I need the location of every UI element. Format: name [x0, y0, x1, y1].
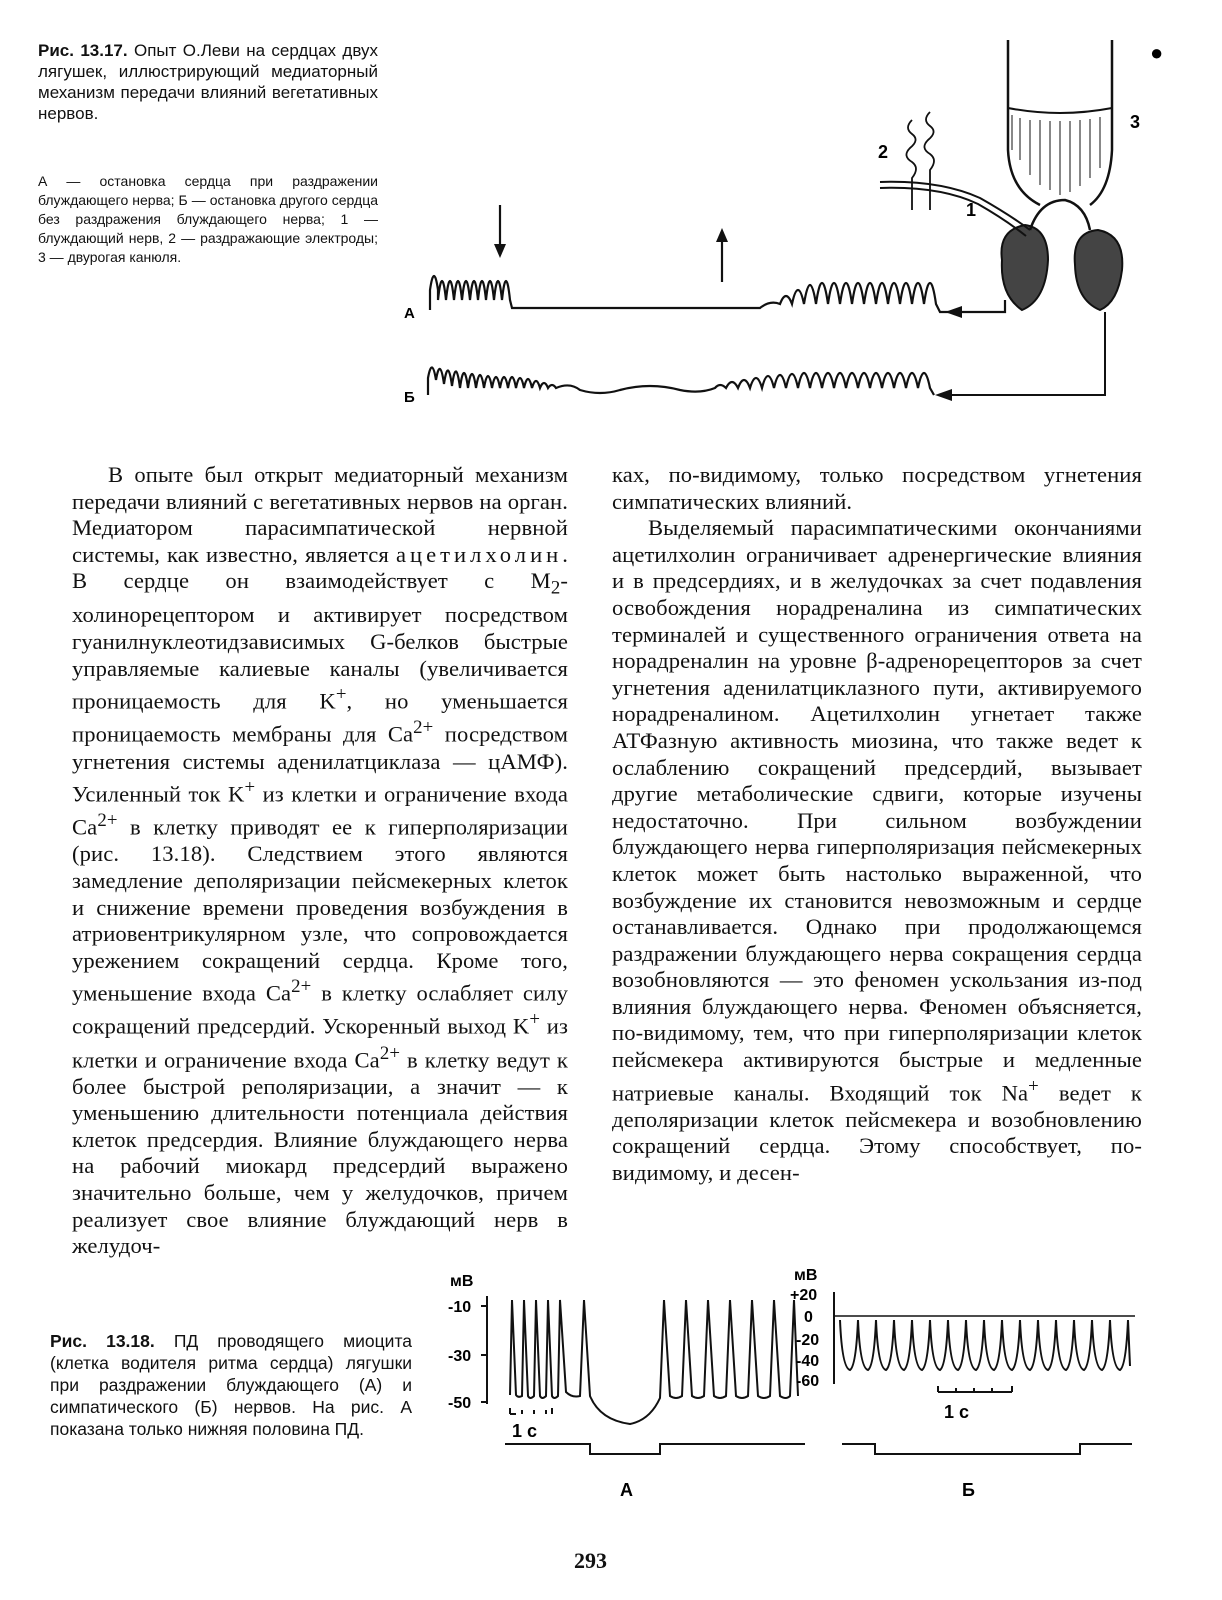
superscript: +	[244, 777, 256, 799]
panel-b	[790, 1267, 1135, 1500]
label-nerve: 1	[966, 200, 977, 220]
corner-mark: ●	[1150, 40, 1164, 65]
page-number: 293	[574, 1548, 607, 1573]
label-electrodes: 2	[878, 142, 889, 162]
text-run: В опыте был открыт медиаторный механизм передачи влияний с вегетативных нервов на орган. Медиатором парасимпатической нервной системы, как известно, является	[72, 462, 568, 567]
text-run: посредством угнетения системы аденилатциклаза — цАМФ). Усиленный ток K	[72, 721, 568, 807]
panel-b-trace	[840, 1320, 1130, 1370]
panel-b-tick: -20	[796, 1332, 820, 1349]
fig1318-label: Рис. 13.18.	[50, 1331, 155, 1351]
fig1317-legend: А — остановка сердца при раздражении блуждающего нерва; Б — остановка другого сердца без раздражения блуждающего нерва; 1 — блуждающий нерв, 2 — раздражающие электроды; 3 — двурогая канюля.	[38, 173, 378, 265]
panel-b-timebar: 1 с	[944, 1402, 970, 1422]
trace-b-label: Б	[404, 389, 415, 406]
panel-b-unit: мВ	[794, 1267, 818, 1284]
superscript: 2+	[291, 976, 312, 998]
panel-b-label: Б	[962, 1480, 975, 1500]
text-run: из клетки и ограничение входа Ca	[72, 1013, 569, 1073]
text-run: . В сердце он взаимодействует с M	[72, 541, 568, 594]
text-run-spaced: ацетилхолин	[395, 541, 563, 567]
fig1317-label: Рис. 13.17.	[38, 41, 128, 60]
text-run: в клетку ведут к более быстрой реполяризации, а значит — к уменьшению длительности потенциала действия клеток предсердия. Влияние блуждающего нерва на рабочий миокард предсердий выражено значительно больше, чем у желудочков, причем реализует свое влияние блуждающий нерв в желудоч-	[72, 1047, 568, 1259]
text-run: в клетку ослабляет силу сокращений предсердий. Ускоренный выход K	[72, 980, 568, 1039]
panel-a-unit: мВ	[450, 1273, 474, 1290]
panel-a-trace	[510, 1300, 798, 1424]
text-run: ведет к деполяризации клеток пейсмекера и возобновлению сокращений сердца. Этому способствует, по-видимому, и десен-	[612, 1080, 1142, 1185]
fig1318-text: ПД проводящего миоцита (клетка водителя ритма сердца) лягушки при раздражении блуждающего (А) и симпатического (Б) нервов. На рис. А показана только нижняя половина ПД.	[50, 1331, 412, 1439]
panel-a-tick: -10	[448, 1299, 472, 1316]
trace-a-label: А	[404, 305, 415, 322]
text-run: в клетку приводят ее к гиперполяризации (рис. 13.18). Следствием этого являются замедление деполяризации пейсмекерных клеток и снижение времени проведения возбуждения в атриовентрикулярном узле, что сопровождается урежением сокращений сердца. Кроме того, уменьшение входа Ca	[72, 814, 568, 1006]
panel-b-tick: +20	[790, 1287, 818, 1304]
text-run: , но уменьшается проницаемость мембраны для Ca	[72, 688, 568, 747]
superscript: 2+	[413, 717, 434, 739]
text-run: -холинорецептором и активирует посредством гуанилнуклеотидзависимых G-белков быстрые управляемые калиевые каналы (увеличивается проницаемость для K	[72, 568, 568, 714]
superscript: 2+	[97, 810, 118, 832]
superscript: 2+	[379, 1042, 401, 1064]
label-cannula: 3	[1130, 112, 1141, 132]
subscript: 2	[550, 577, 561, 599]
panel-a-tick: -30	[448, 1348, 472, 1365]
panel-a	[448, 1273, 805, 1500]
superscript: +	[1028, 1075, 1039, 1097]
panel-a-timebar: 1 с	[512, 1421, 538, 1441]
panel-a-tick: -50	[448, 1395, 472, 1412]
panel-b-tick: -60	[796, 1373, 820, 1390]
superscript: +	[335, 684, 347, 706]
panel-b-stim-marker	[842, 1444, 1132, 1454]
panel-b-tick: 0	[804, 1309, 813, 1326]
panel-b-tick: -40	[796, 1353, 820, 1370]
fig1317-title: Опыт О.Леви на сердцах двух лягушек, иллюстрирующий медиаторный механизм передачи влияний вегетативных нервов.	[38, 41, 378, 123]
panel-a-label: А	[620, 1480, 633, 1500]
text-run: из клетки и ограничение входа Ca	[72, 781, 568, 840]
superscript: +	[529, 1009, 541, 1031]
paragraph: ках, по-видимому, только посредством угнетения симпатических влияний.	[612, 462, 1142, 514]
text-run: Выделяемый парасимпатическими окончаниями ацетилхолин ограничивает адренергические влияния и в предсердиях, и в желудочках за счет подавления освобождения норадреналина из симпатических терминалей и существенного ограничения ответа на норадреналин на уровне β-адренорецепторов за счет угнетения аденилатциклазного пути, активируемого норадреналином. Ацетилхолин угнетает также АТФазную активность миозина, что также ведет к ослаблению сокращений предсердий, вызывает другие метаболические сдвиги, которые изучены недостаточно. При сильном возбуждении блуждающего нерва гиперполяризация пейсмекерных клеток может быть настолько выраженной, что возбуждение их становится невозможным и сердце останавливается. Однако при продолжающемся раздражении блуждающего нерва сокращения сердца возобновляются — это феномен ускользания из-под влияния блуждающего нерва. Феномен объясняется, по-видимому, тем, что при гиперполяризации клеток пейсмекера активируются быстрые и медленные натриевые каналы. Входящий ток Na	[612, 515, 1142, 1106]
panel-a-stim-marker	[505, 1444, 805, 1454]
